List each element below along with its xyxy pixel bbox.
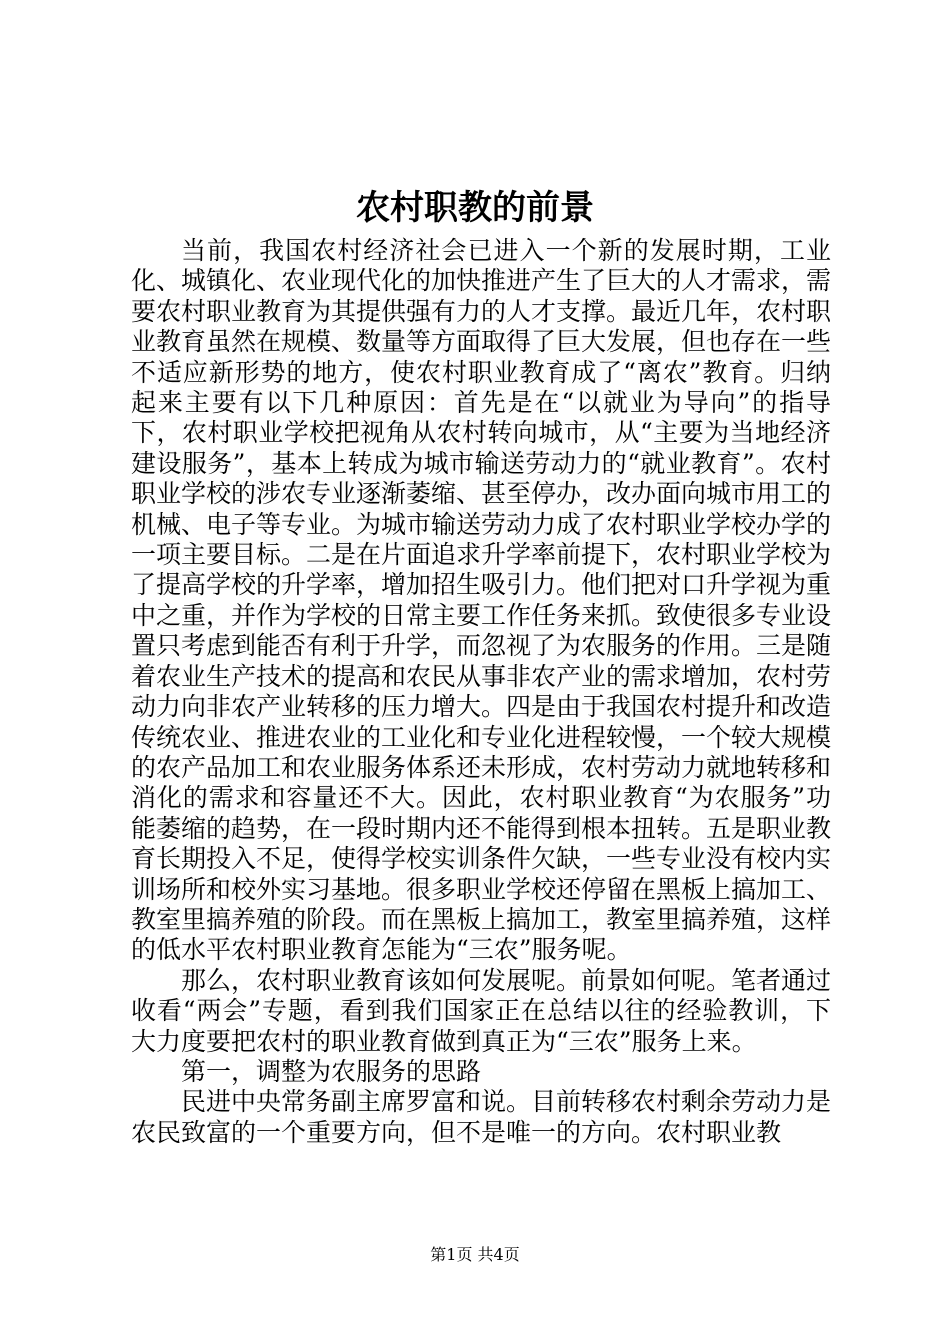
- paragraph-quote: 民进中央常务副主席罗富和说。目前转移农村剩余劳动力是农民致富的一个重要方向，但不是唯一的方向。农村职业教: [131, 1087, 832, 1147]
- document-body: [131, 236, 831, 1148]
- section-heading-first: 第一，调整为农服务的思路: [181, 1056, 482, 1086]
- paragraph-question: 那么，农村职业教育该如何发展呢。前景如何呢。笔者通过收看“两会”专题，看到我们国家正在总结以往的经验教训，下大力度要把农村的职业教育做到真正为“三农”服务上来。: [131, 965, 832, 1056]
- paragraph-intro: 当前，我国农村经济社会已进入一个新的发展时期，工业化、城镇化、农业现代化的加快推进产生了巨大的人才需求，需要农村职业教育为其提供强有力的人才支撑。最近几年，农村职业教育虽然在规模、数量等方面取得了巨大发展，但也存在一些不适应新形势的地方，使农村职业教育成了“离农”教育。归纳起来主要有以下几种原因：首先是在“以就业为导向”的指导下，农村职业学校把视角从农村转向城市，从“主要为当地经济建设服务”，基本上转成为城市输送劳动力的“就业教育”。农村职业学校的涉农专业逐渐萎缩、甚至停办，改办面向城市用工的机械、电子等专业。为城市输送劳动力成了农村职业学校办学的一项主要目标。二是在片面追求升学率前提下，农村职业学校为了提高学校的升学率，增加招生吸引力。他们把对口升学视为重中之重，并作为学校的日常主要工作任务来抓。致使很多专业设置只考虑到能否有利于升学，而忽视了为农服务的作用。三是随着农业生产技术的提高和农民从事非农产业的需求增加，农村劳动力向非农产业转移的压力增大。四是由于我国农村提升和改造传统农业、推进农业的工业化和专业化进程较慢，一个较大规模的农产品加工和农业服务体系还未形成，农村劳动力就地转移和消化的需求和容量还不大。因此，农村职业教育“为农服务”功能萎缩的趋势，在一段时期内还不能得到根本扭转。五是职业教育长期投入不足，使得学校实训条件欠缺，一些专业没有校内实训场所和校外实习基地。很多职业学校还停留在黑板上搞加工、教室里搞养殖的阶段。而在黑板上搞加工，教室里搞养殖，这样的低水平农村职业教育怎能为“三农”服务呢。: [131, 236, 832, 965]
- document-title: 农村职教的前景: [356, 188, 594, 228]
- page-number-footer: 第1页 共4页: [430, 1245, 520, 1264]
